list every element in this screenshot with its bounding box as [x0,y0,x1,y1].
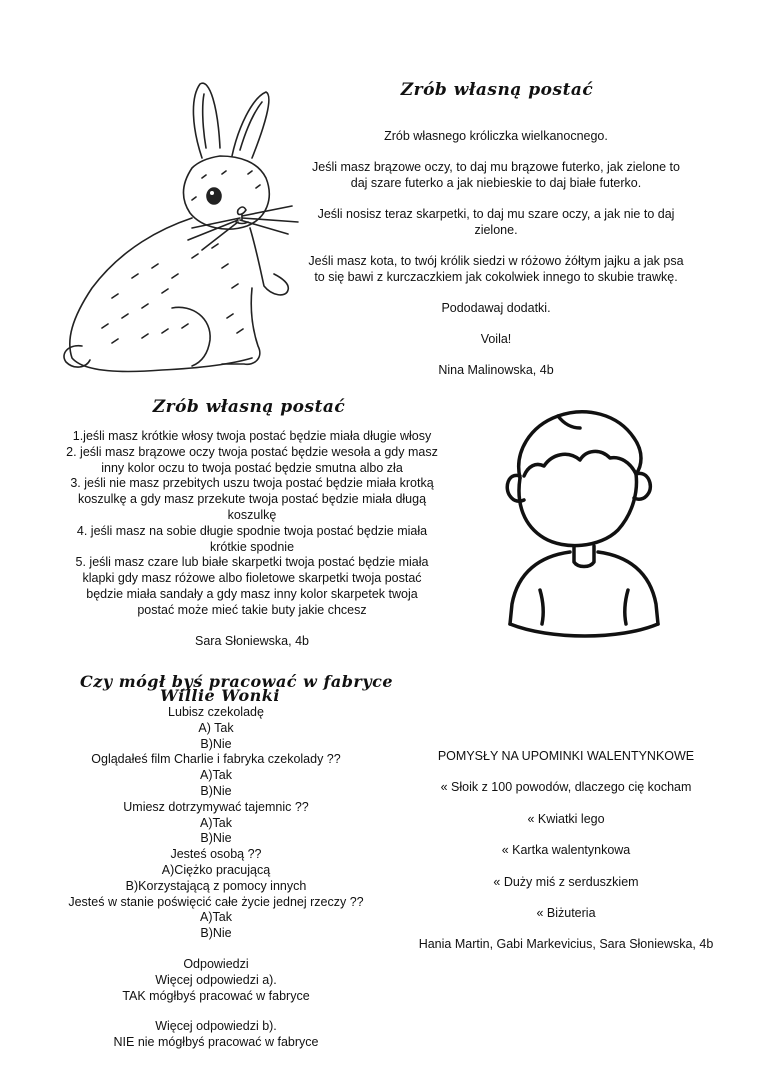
text-line: koszulkę a gdy masz przekute twoja postać będzie miała długą [77,492,427,507]
text-line: postać może mieć takie buty jakie chcesz [137,602,367,617]
text-line: Sara Słoniewska, 4b [195,633,309,648]
text-line: B)Nie [200,926,232,941]
text-line [40,1004,392,1019]
text-line: POMYSŁY NA UPOMINKI WALENTYNKOWE [437,749,695,763]
text-line: 4. jeśli masz na sobie długie spodnie twoja postać będzie miała [76,523,428,538]
text-line: to się bawi z kurczaczkiem jak cokolwiek innego to skubie trawkę. [314,270,678,284]
text-line: B)Nie [200,831,232,846]
text-line: Jesteś osobą ?? [170,847,262,862]
text-line: A)Tak [200,815,232,830]
rabbit-illustration [52,78,312,378]
text-line: Jeśli nosisz teraz skarpetki, to daj mu szare oczy, a jak nie to daj [317,207,675,221]
character-section-text [52,429,452,649]
text-line: Oglądałeś film Charlie i fabryka czekolady ?? [91,752,341,767]
text-line [288,144,704,159]
text-line: krótkie spodnie [209,539,295,554]
text-line: TAK mógłbyś pracować w fabryce [122,988,310,1003]
text-line: A) Tak [198,720,234,735]
text-line [288,191,704,206]
text-line: inny kolor oczu to twoja postać będzie smutna albo zła [101,460,403,475]
text-line: Nina Malinowska, 4b [438,363,554,377]
text-line: 2. jeśli masz brązowe oczy twoja postać będzie wesoła a gdy masz [66,444,438,459]
text-line: 1.jeśli masz krótkie włosy twoja postać będzie miała długie włosy [72,429,432,443]
text-line: Umiesz dotrzymywać tajemnic ?? [123,799,309,814]
text-line: będzie miała sandały a gdy masz inny kolor skarpetek twoja [86,586,418,601]
text-line [288,238,704,253]
text-line: A)Ciężko pracującą [161,862,271,877]
text-line: 5. jeśli masz czare lub białe skarpetki twoja postać będzie miała [75,555,429,570]
text-line: Jeśli masz brązowe oczy, to daj mu brązowe futerko, jak zielone to [312,160,680,174]
text-line: Więcej odpowiedzi a). [155,972,277,987]
text-line: zielone. [474,223,518,237]
text-line: 3. jeśli nie masz przebitych uszu twoja postać będzie miała krotką [70,476,434,491]
text-line [288,316,704,331]
text-line: Zrób własnego króliczka wielkanocnego. [384,129,608,143]
text-line: Hania Martin, Gabi Markevicius, Sara Słoniewska, 4b [418,937,714,952]
text-line: Pododawaj dodatki. [441,301,551,315]
rabbit-section-title: Zrób własną postać [400,80,594,100]
text-line [288,285,704,300]
text-line: daj szare futerko a jak niebieskie to daj białe futerko. [350,176,642,190]
text-line: NIE nie mógłbyś pracować w fabryce [113,1035,319,1050]
text-line: klapki gdy masz różowe albo fioletowe skarpetki twoja postać [82,571,422,586]
text-line: Jeśli masz kota, to twój królik siedzi w różowo żółtym jajku a jak psa [308,254,684,268]
text-line: B)Nie [200,736,232,751]
text-line: Odpowiedzi [183,956,249,971]
text-line: koszulkę [227,507,277,522]
text-line: « Kartka walentynkowa [501,843,631,858]
text-line: Voila! [480,332,512,346]
quiz-title-line2: Willie Wonki [160,686,280,705]
character-section-title: Zrób własną postać [152,397,346,417]
text-line [52,619,452,634]
text-line: Jesteś w stanie poświęcić całe życie jednej rzeczy ?? [68,894,364,909]
text-line: « Duży miś z serduszkiem [493,874,639,889]
text-line: « Słoik z 100 powodów, dlaczego cię kocham [440,780,692,795]
text-line: « Kwiatki lego [527,811,605,826]
text-line: Lubisz czekoladę [168,705,264,719]
text-line: Więcej odpowiedzi b). [155,1019,277,1034]
text-line [288,347,704,362]
rabbit-section-text [288,128,704,378]
quiz-title-line1: Czy mógł byś pracować w fabryce [80,672,394,691]
text-line: B)Nie [200,783,232,798]
text-line: B)Korzystającą z pomocy innych [125,878,307,893]
valentine-section-text [400,748,732,968]
text-line: A)Tak [200,910,232,925]
text-line [40,942,392,957]
text-line: A)Tak [200,768,232,783]
boy-illustration [500,404,670,640]
quiz-text [40,705,392,1051]
text-line: « Biżuteria [536,905,596,920]
